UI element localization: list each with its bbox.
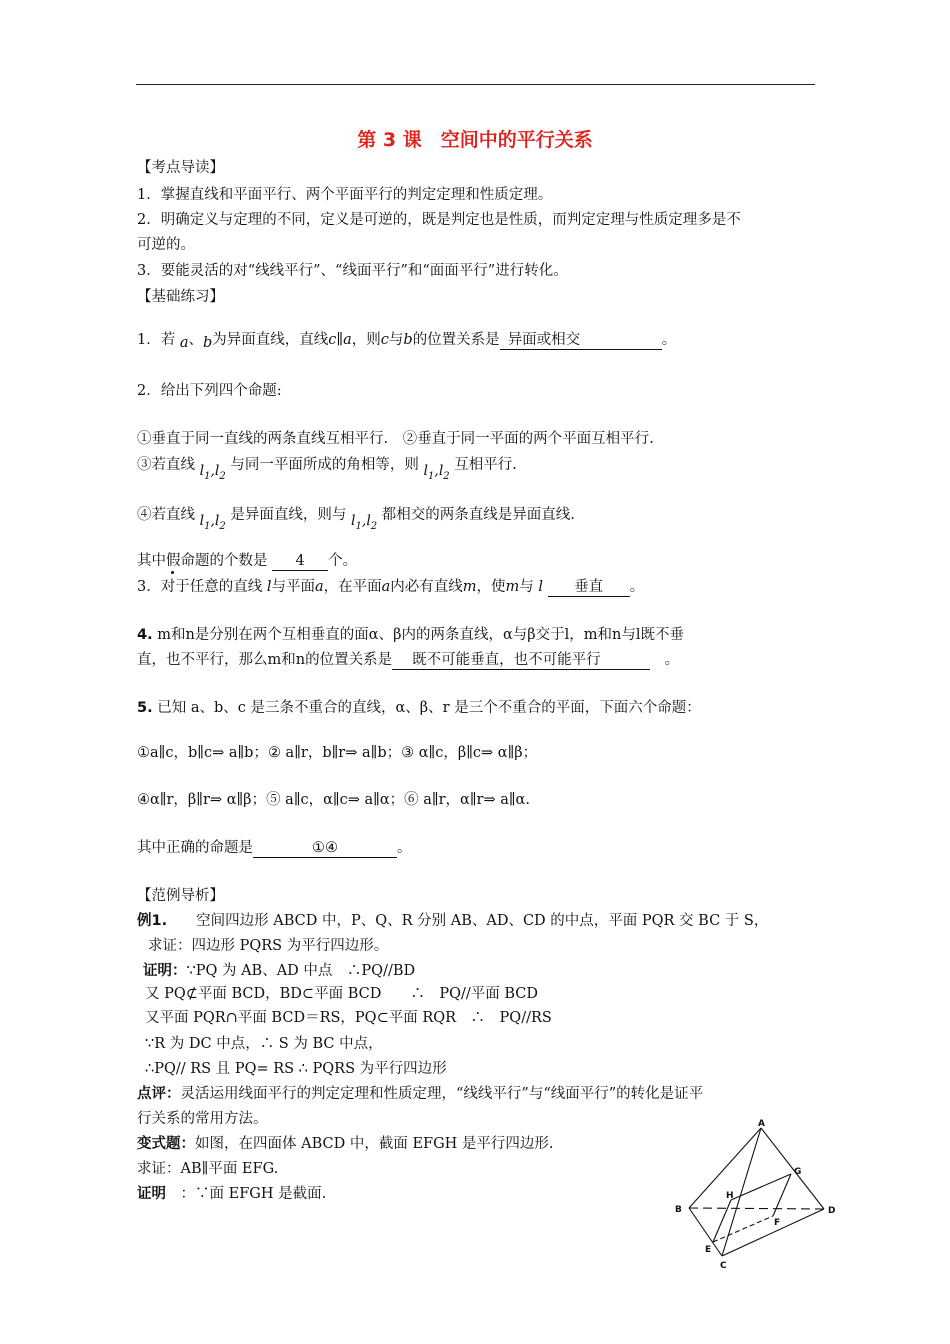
label-F: F	[774, 1218, 781, 1228]
example-1-proof-1: 证明：∵PQ 为 AB、AD 中点 ∴PQ//BD	[143, 963, 416, 979]
label-H: H	[726, 1191, 734, 1201]
answer-blank-5: ①④	[253, 840, 397, 858]
label-A: A	[758, 1119, 765, 1129]
label-C: C	[720, 1261, 727, 1270]
variant-prove: 求证：AB∥平面 EFG.	[137, 1161, 279, 1177]
question-2-prop-4: ④若直线 $l_1,l_2$ 是异面直线，则与 $l_1,l_2$ 都相交的两条直线是异面直线.	[137, 507, 575, 532]
label-G: G	[794, 1167, 802, 1177]
label-E: E	[705, 1245, 712, 1255]
example-1-proof-5: ∴PQ// RS 且 PQ= RS ∴ PQRS 为平行四边形	[145, 1061, 447, 1077]
question-5-conclusion: 其中正确的命题是 ①④ 。	[137, 840, 412, 856]
question-5-line-1: 5. 已知 a、b、c 是三条不重合的直线，α、β、r 是三个不重合的平面，下面六个命题：	[137, 700, 701, 716]
question-4-line-2: 直，也不平行，那么m和n的位置关系是 既不可能垂直，也不可能平行 。	[137, 652, 680, 668]
question-5-line-2: ①a∥c，b∥c⇒ a∥b；② a∥r，b∥r⇒ a∥b；③ α∥c，β∥c⇒ α∥β；	[137, 745, 538, 761]
edge-BD-hidden	[689, 1208, 824, 1209]
comment-line-2: 行关系的常用方法。	[137, 1111, 268, 1127]
answer-blank-1: 异面或相交	[500, 332, 662, 350]
example-1-proof-3: 又平面 PQR∩平面 BCD＝RS，PQ⊂平面 RQR ∴ PQ//RS	[145, 1010, 552, 1026]
edge-AB	[689, 1128, 761, 1208]
label-B: B	[675, 1205, 682, 1215]
variant-proof: 证明 ：∵面 EFGH 是截面.	[137, 1186, 327, 1202]
guide-item-1: 1．掌握直线和平面平行、两个平面平行的判定定理和性质定理。	[137, 187, 553, 203]
section-examples: 【范例导析】	[137, 888, 224, 904]
question-5-line-3: ④α∥r，β∥r⇒ α∥β；⑤ a∥c，α∥c⇒ a∥α；⑥ a∥r，α∥r⇒ a∥α.	[137, 792, 530, 808]
comment-line-1: 点评：灵活运用线面平行的判定定理和性质定理，“线线平行”与“线面平行”的转化是证平	[137, 1086, 704, 1102]
example-1-proof-2: 又 PQ⊄平面 BCD，BD⊂平面 BCD ∴ PQ//平面 BCD	[145, 986, 539, 1002]
question-2-prop-3: ③若直线 $l_1,l_2$ 与同一平面所成的角相等，则 $l_1,l_2$ 互相平行.	[137, 457, 517, 482]
guide-item-3: 3．要能灵活的对“线线平行”、“线面平行”和“面面平行”进行转化。	[137, 263, 568, 279]
example-1-prove: 求证：四边形 PQRS 为平行四边形。	[148, 938, 389, 954]
section-basic: 【基础练习】	[137, 289, 224, 305]
question-4-line-1: 4. m和n是分别在两个互相垂直的面α、β内的两条直线，α与β交于l，m和n与l既不垂	[137, 627, 685, 643]
question-1: 1．若 a、b为异面直线，直线c∥a，则c与b的位置关系是 异面或相交 。	[137, 332, 677, 351]
header-rule	[136, 84, 815, 85]
question-2-conclusion: 其中假命题的个数是 4 个。	[137, 553, 358, 569]
tetrahedron-figure	[670, 1118, 845, 1270]
l2-symbol: $l_1,l_2$	[423, 463, 450, 482]
example-1: 例1. 空间四边形 ABCD 中，P、Q、R 分别 AB、AD、CD 的中点，平面 PQR 交 BC 于 S，	[137, 913, 769, 929]
question-2-prop-1-2: ①垂直于同一直线的两条直线互相平行. ②垂直于同一平面的两个平面互相平行.	[137, 431, 654, 447]
page-title: 第 3 课 空间中的平行关系	[357, 129, 593, 151]
section-guide: 【考点导读】	[137, 160, 224, 176]
answer-blank-2: 4	[272, 553, 328, 571]
question-3: 3．对于任意的直线 l与平面a，在平面a内必有直线m，使m与 l 垂直 。	[137, 579, 645, 595]
variant-question: 变式题：如图，在四面体 ABCD 中，截面 EFGH 是平行四边形.	[137, 1136, 554, 1152]
answer-blank-4: 既不可能垂直，也不可能平行	[392, 652, 650, 670]
guide-item-2: 2．明确定义与定理的不同，定义是可逆的，既是判定也是性质，而判定定理与性质定理多是不	[137, 212, 741, 228]
guide-item-2-cont: 可逆的。	[137, 237, 195, 253]
label-D: D	[828, 1206, 836, 1216]
example-1-proof-4: ∵R 为 DC 中点，∴ S 为 BC 中点，	[145, 1036, 383, 1052]
l1-symbol: $l_1,l_2$	[199, 463, 226, 482]
question-2-intro: 2．给出下列四个命题:	[137, 383, 282, 399]
answer-blank-3: 垂直	[548, 579, 630, 597]
edge-AD	[761, 1128, 824, 1209]
